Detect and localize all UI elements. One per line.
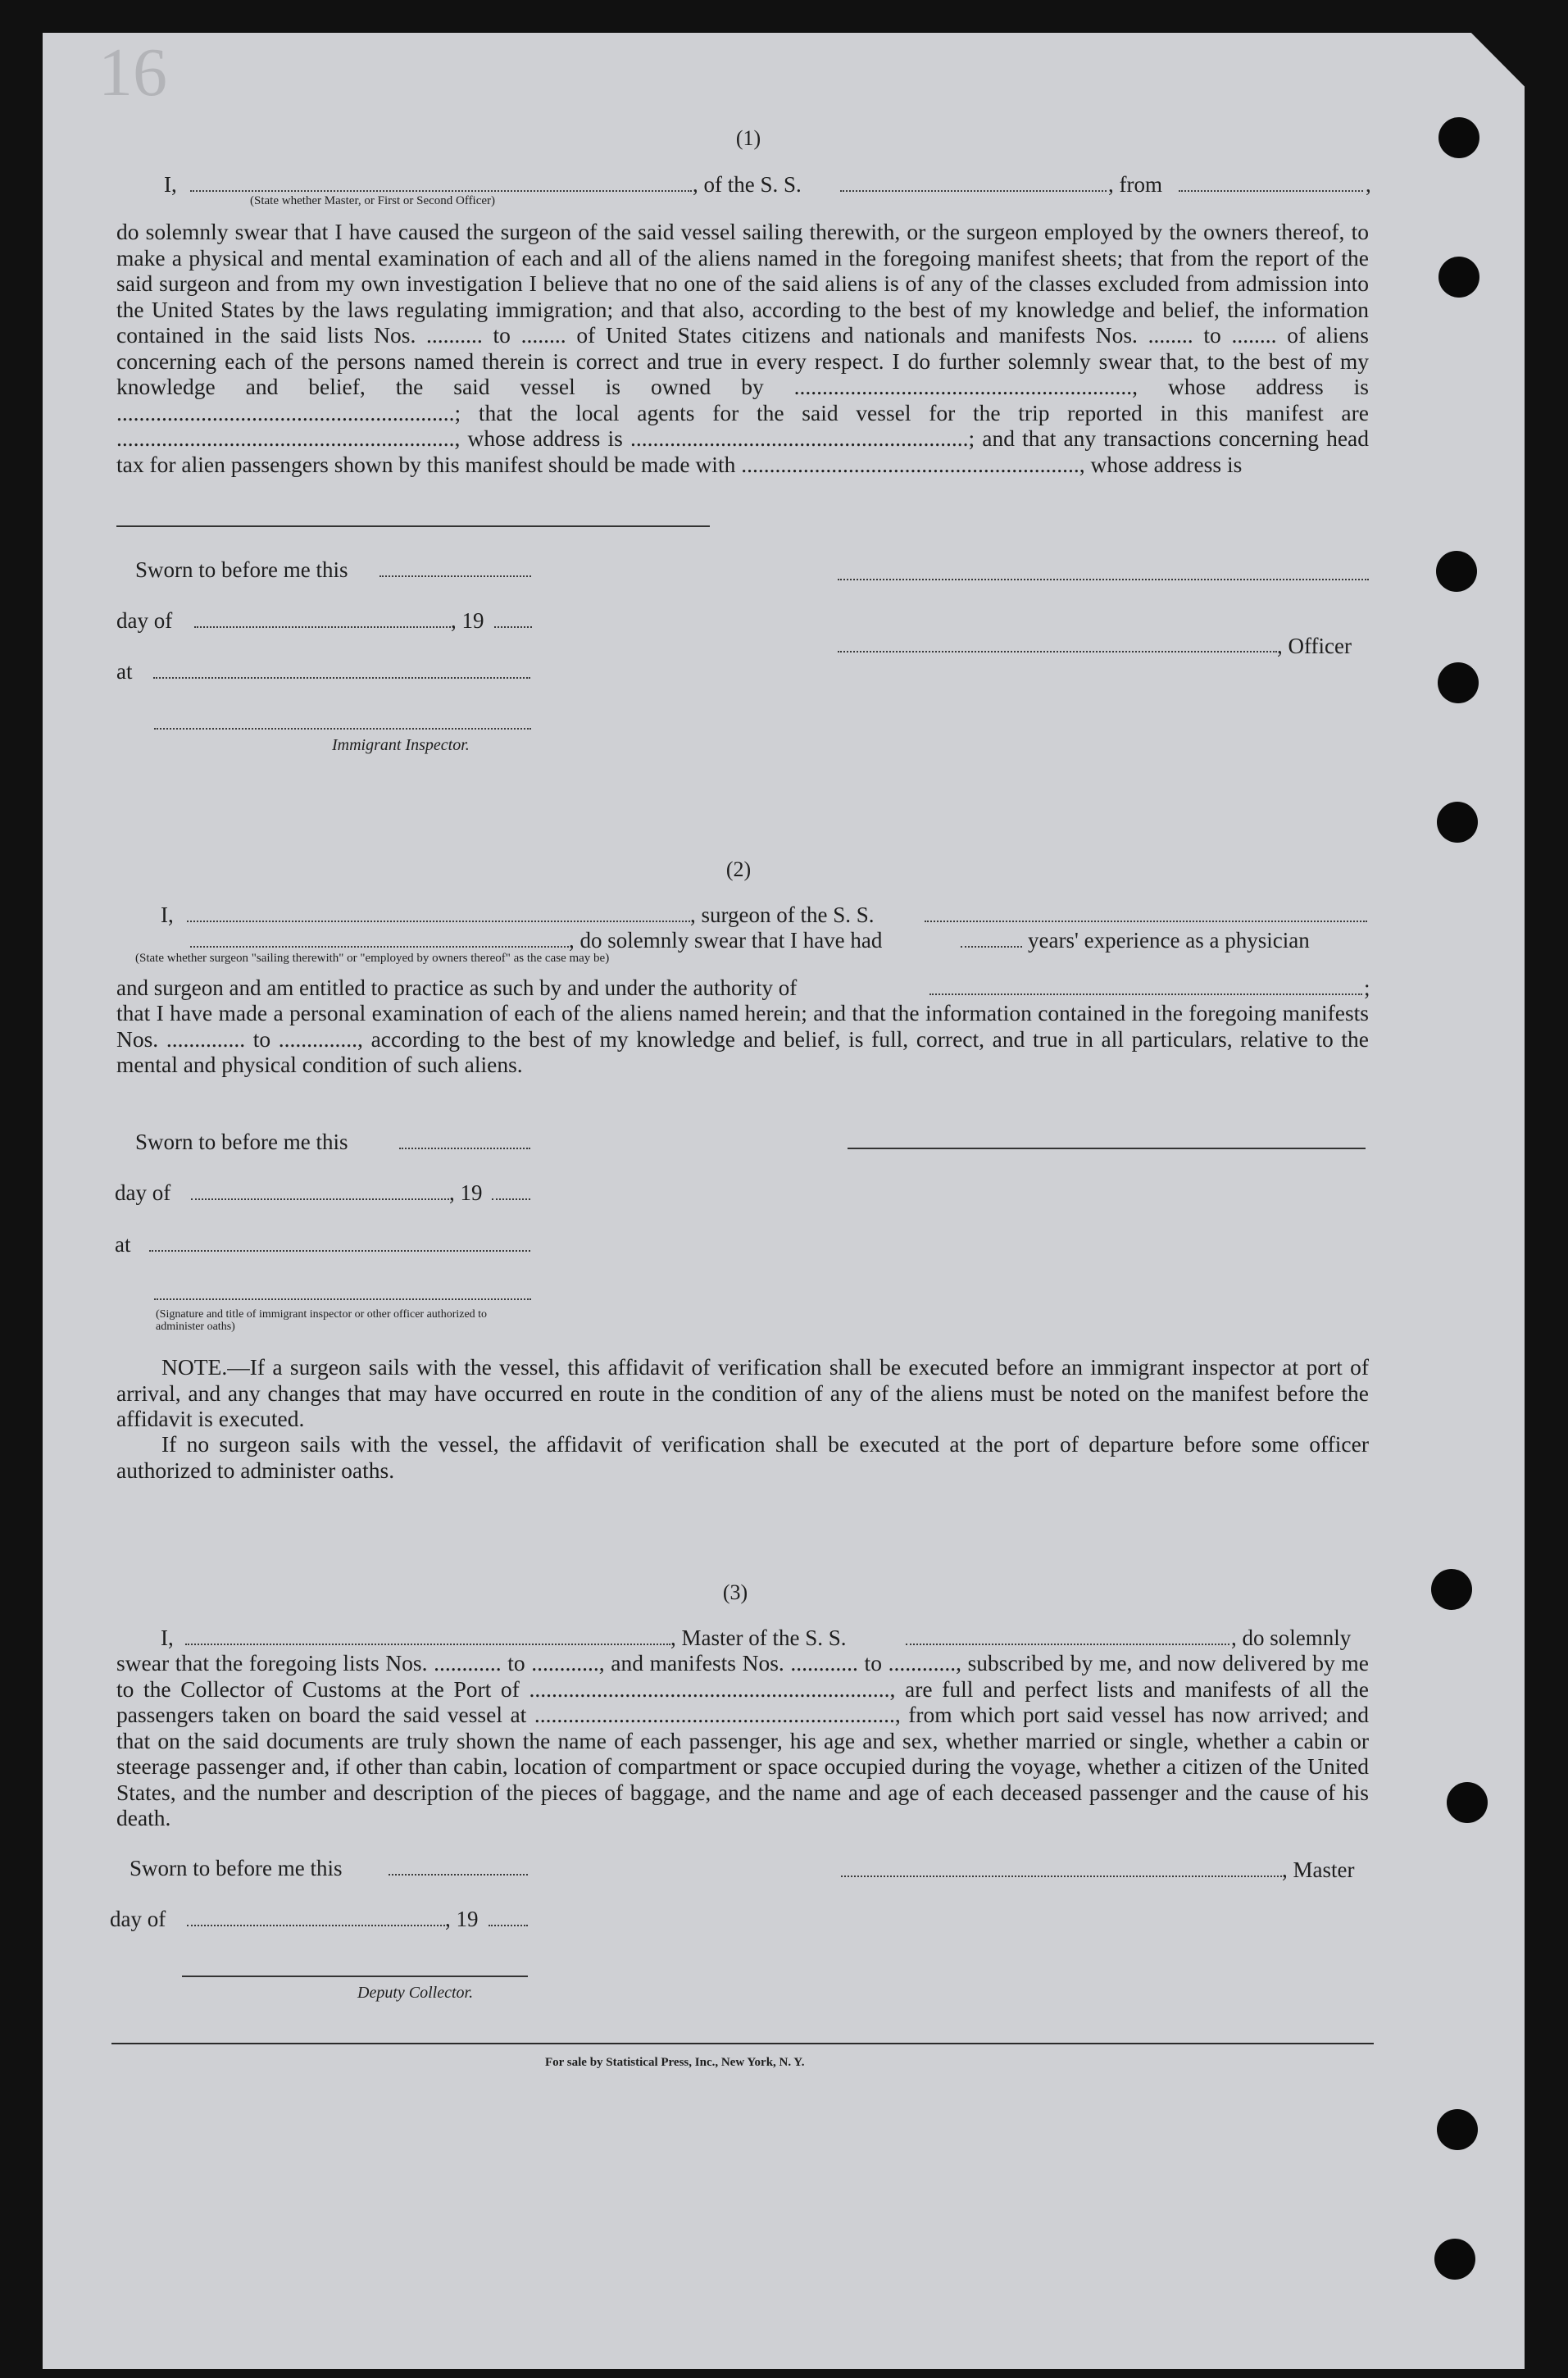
s3-year-label: , 19 — [445, 1907, 479, 1931]
s1-inspector-caption: Immigrant Inspector. — [332, 736, 470, 754]
printer-imprint: For sale by Statistical Press, Inc., New York, N. Y. — [545, 2056, 805, 2069]
s3-i-label: I, — [161, 1625, 174, 1650]
section-3-number: (3) — [722, 1580, 748, 1604]
s1-officer-note: (State whether Master, or First or Second Officer) — [250, 194, 496, 207]
binder-hole — [1438, 117, 1479, 158]
s3-master-label: , Master — [1282, 1857, 1355, 1882]
s2-at-field[interactable] — [149, 1250, 530, 1252]
s3-day-of-label: day of — [110, 1907, 166, 1931]
section-1-number: (1) — [735, 126, 761, 150]
s1-signature-field[interactable] — [838, 579, 1369, 580]
s2-i-label: I, — [161, 903, 174, 927]
s3-day-field[interactable] — [187, 1925, 445, 1926]
s1-inspector-signature-field[interactable] — [154, 728, 531, 730]
s1-vessel-field[interactable] — [840, 190, 1107, 192]
section-2-number: (2) — [725, 857, 752, 881]
s3-swear-label: , do solemnly — [1231, 1625, 1352, 1650]
s2-authority-label: and surgeon and am entitled to practice as such by and under the authority of — [116, 975, 798, 1000]
s2-vessel-field[interactable] — [925, 921, 1367, 922]
binder-hole — [1447, 1782, 1488, 1823]
binder-hole — [1436, 551, 1477, 592]
s2-surgeon-of-label: , surgeon of the S. S. — [690, 903, 875, 927]
s2-officer-signature-field[interactable] — [154, 1298, 531, 1300]
s2-signature-field[interactable] — [848, 1148, 1366, 1149]
binder-hole — [1434, 2239, 1475, 2280]
s3-signature-field[interactable] — [841, 1876, 1282, 1877]
s1-from-label: , from — [1108, 172, 1162, 197]
s1-officer-name-field[interactable] — [190, 190, 692, 192]
s1-oath-paragraph: do solemnly swear that I have caused the surgeon of the said vessel sailing therewith, or the surgeon employed by the owners thereof, to make a physical and mental examination of each and all of the aliens named in the foregoing manifest sheets; that from the report of the said surgeon and from my own investigation I believe that no one of the said aliens is of any of the classes excluded from admission into the United States by the laws regulating immigration; and that also, according to the best of my knowledge and belief, the information contained in the said lists Nos. .......... to ........ of United States citizens and nationals and manifests Nos. ........ to ........ of aliens concerning each of the persons named therein is correct and true in every respect. I do further solemnly swear that, to the best of my knowledge and belief, the said vessel is owned by ............................................................, whose address is ............................................................; that the local agents for the said vessel for the trip reported in this manifest are ............................................................, whose address is ............................................................; and that any transactions concerning head tax for alien passengers shown by this manifest should be made with ............................................................, whose address is — [116, 219, 1369, 477]
s2-note-paragraph-2: If no surgeon sails with the vessel, the affidavit of verification shall be executed at the port of departure before some officer authorized to administer oaths. — [116, 1431, 1369, 1483]
s1-at-label: at — [116, 659, 133, 684]
s2-year-label: , 19 — [449, 1180, 483, 1205]
s3-sworn-date-field[interactable] — [389, 1874, 528, 1876]
s3-oath-paragraph: swear that the foregoing lists Nos. ............ to ............, and manifests Nos. ............ to ............, subscribed by me, and now delivered by me to the Collector of Customs at the Port of ................................................................, are full and perfect lists and manifests of all the passengers taken on board the said vessel at ................................................................, from which port said vessel has now arrived; and that on the said documents are truly shown the name of each passenger, his age and sex, whether married or single, whether a cabin or steerage passenger and, if other than cabin, location of compartment or space occupied during the voyage, whether a citizen of the United States, and the number and description of the pieces of baggage, and the name and age of each deceased passenger and the cause of his death. — [116, 1650, 1369, 1830]
s1-sworn-date-field[interactable] — [380, 575, 531, 577]
s1-officer-title-field[interactable] — [838, 651, 1277, 652]
s3-master-name-field[interactable] — [185, 1644, 670, 1645]
s2-surgeon-name-field[interactable] — [187, 921, 690, 922]
s1-day-of-label: day of — [116, 608, 173, 633]
s3-vessel-field[interactable] — [906, 1644, 1229, 1645]
s2-year-field[interactable] — [492, 1198, 530, 1200]
s3-collector-caption: Deputy Collector. — [357, 1984, 474, 2002]
s2-signature-note: (Signature and title of immigrant inspector or other officer authorized to administer oaths) — [156, 1308, 488, 1333]
s3-sworn-label: Sworn to before me this — [130, 1856, 343, 1880]
s2-swear-label: , do solemnly swear that I have had — [569, 928, 883, 953]
s2-oath-paragraph: that I have made a personal examination of each of the aliens named herein; and that the information contained in the foregoing manifests Nos. .............. to .............., according to the best of my knowledge and belief, is full, correct, and true in all particulars, relative to the mental and physical condition of such aliens. — [116, 1000, 1369, 1077]
s3-collector-signature-field[interactable] — [182, 1976, 528, 1977]
s1-of-ss-label: , of the S. S. — [693, 172, 802, 197]
s1-day-field[interactable] — [194, 626, 451, 628]
s1-from-field[interactable] — [1179, 190, 1363, 192]
s2-day-of-label: day of — [115, 1180, 171, 1205]
s2-years-field[interactable] — [961, 946, 1022, 948]
binder-hole — [1431, 1569, 1472, 1610]
footer-rule — [111, 2043, 1374, 2044]
binder-hole — [1437, 2109, 1478, 2150]
s2-surgeon-note: (State whether surgeon "sailing therewith" or "employed by owners thereof" as the case may be) — [135, 952, 610, 965]
s2-sworn-date-field[interactable] — [399, 1148, 530, 1149]
s1-sworn-label: Sworn to before me this — [135, 557, 348, 582]
s3-master-of-label: , Master of the S. S. — [670, 1625, 847, 1650]
binder-hole — [1438, 257, 1479, 298]
s1-comma: , — [1366, 172, 1371, 197]
s2-employment-field[interactable] — [190, 946, 569, 948]
binder-hole — [1438, 662, 1479, 703]
s2-authority-field[interactable] — [929, 993, 1362, 995]
s1-year-field[interactable] — [494, 626, 532, 628]
s2-note-paragraph: NOTE.—If a surgeon sails with the vessel, this affidavit of verification shall be executed before an immigrant inspector at port of arrival, and any changes that may have occurred en route in the condition of any of the aliens must be noted on the manifest before the affidavit is executed. — [116, 1354, 1369, 1431]
s1-year-label: , 19 — [451, 608, 484, 633]
s1-at-field[interactable] — [153, 677, 530, 679]
page-mark: 16 — [98, 34, 167, 111]
s2-semicolon: ; — [1364, 975, 1370, 1000]
s1-address-line[interactable] — [116, 525, 710, 527]
s3-year-field[interactable] — [489, 1925, 528, 1926]
s2-years-label: years' experience as a physician — [1028, 928, 1310, 953]
s1-i-label: I, — [164, 172, 177, 197]
binder-hole — [1437, 802, 1478, 843]
s2-sworn-label: Sworn to before me this — [135, 1130, 348, 1154]
s2-at-label: at — [115, 1232, 131, 1257]
s2-day-field[interactable] — [191, 1198, 449, 1200]
s1-officer-label: , Officer — [1277, 634, 1352, 658]
